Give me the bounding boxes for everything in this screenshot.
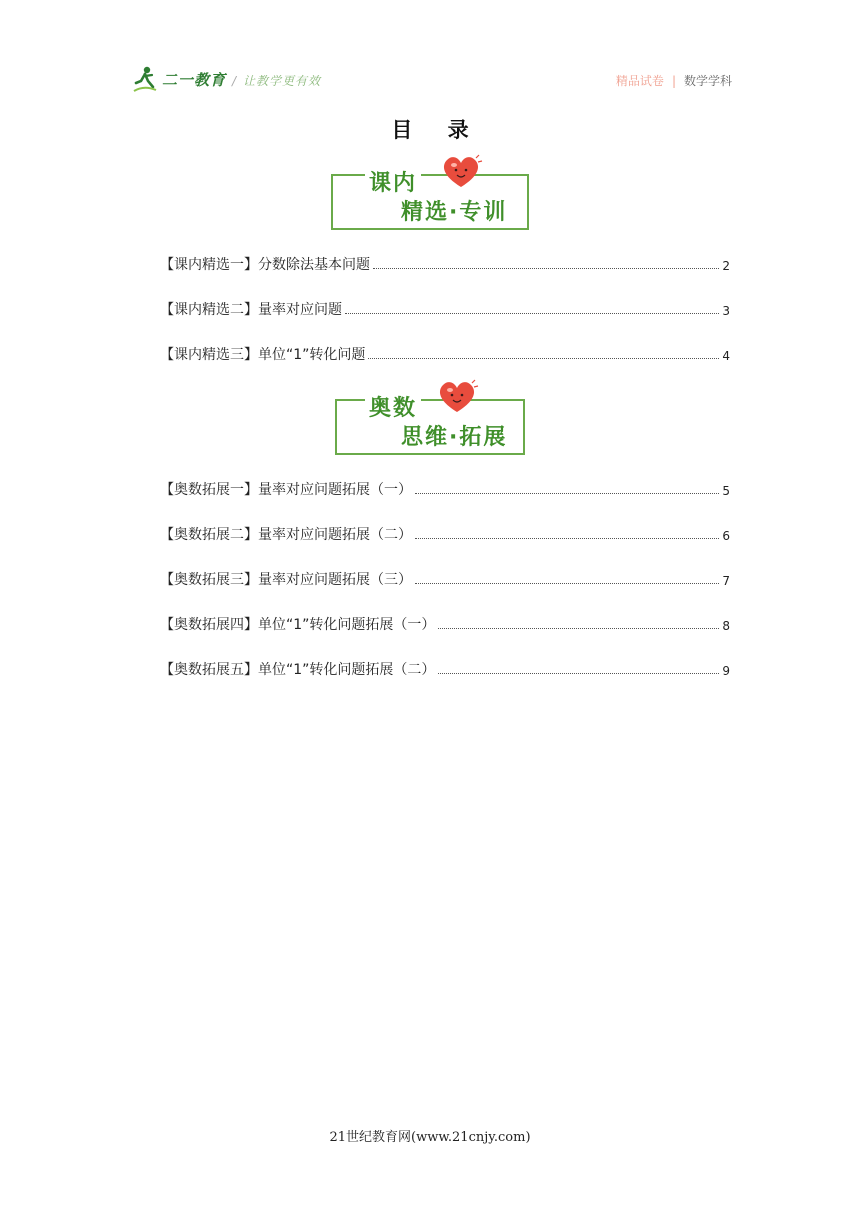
toc-entry[interactable] [160, 612, 730, 634]
slogan-slash: / [232, 74, 238, 88]
toc-entry-label: 【奥数拓展三】量率对应问题拓展（三） [160, 572, 412, 588]
page-header [132, 64, 732, 98]
page-title: 目 录 [391, 118, 483, 142]
toc-entry-label: 【奥数拓展四】单位“1”转化问题拓展（一） [160, 617, 436, 633]
section-banner-course [331, 152, 531, 232]
toc-entry[interactable] [160, 567, 730, 589]
runner-logo-icon [132, 65, 158, 93]
heart-icon [439, 154, 483, 190]
toc-entry[interactable] [160, 252, 730, 274]
toc-entry-label: 【课内精选一】分数除法基本问题 [160, 257, 370, 273]
toc-leader [415, 583, 719, 584]
toc-entry-label: 【奥数拓展二】量率对应问题拓展（二） [160, 527, 412, 543]
slogan [232, 72, 321, 89]
section-banner-olympiad [335, 377, 531, 457]
toc-entry-label: 【课内精选三】单位“1”转化问题 [160, 347, 366, 363]
logo-text: 二一教育 [162, 70, 227, 89]
toc-entry[interactable] [160, 522, 730, 544]
toc-entry-label: 【课内精选二】量率对应问题 [160, 302, 342, 318]
toc-leader [415, 493, 719, 494]
header-right [616, 72, 732, 89]
toc-leader [438, 673, 719, 674]
toc-page-number: 7 [722, 574, 730, 588]
slogan-text: 让教学更有效 [243, 74, 322, 88]
subject-label: 数学学科 [683, 74, 732, 88]
toc-leader [368, 358, 719, 359]
banner-title-line2: 思维·拓展 [401, 425, 508, 450]
toc-page-number: 4 [722, 349, 730, 363]
toc-page-number: 2 [722, 259, 730, 273]
page-footer: 21世纪教育网(www.21cnjy.com) [329, 1130, 531, 1145]
toc-leader [345, 313, 719, 314]
toc-leader [438, 628, 719, 629]
toc-entry[interactable] [160, 477, 730, 499]
toc-page-number: 5 [722, 484, 730, 498]
banner-title-line2: 精选·专训 [401, 200, 508, 225]
toc-page-number: 6 [722, 529, 730, 543]
toc-entry[interactable] [160, 297, 730, 319]
toc-page-number: 8 [722, 619, 730, 633]
header-divider: | [671, 73, 676, 88]
banner-title-line1: 奥数 [365, 391, 421, 422]
series-label: 精品试卷 [615, 74, 664, 88]
toc-entry[interactable] [160, 657, 730, 679]
toc-entry-label: 【奥数拓展一】量率对应问题拓展（一） [160, 482, 412, 498]
toc-entry-label: 【奥数拓展五】单位“1”转化问题拓展（二） [160, 662, 436, 678]
toc-entry[interactable] [160, 342, 730, 364]
toc-page-number: 9 [722, 664, 730, 678]
toc-page-number: 3 [722, 304, 730, 318]
logo [132, 64, 226, 94]
banner-title-line1: 课内 [365, 166, 421, 197]
toc-leader [373, 268, 719, 269]
heart-icon [435, 379, 479, 415]
toc-leader [415, 538, 719, 539]
